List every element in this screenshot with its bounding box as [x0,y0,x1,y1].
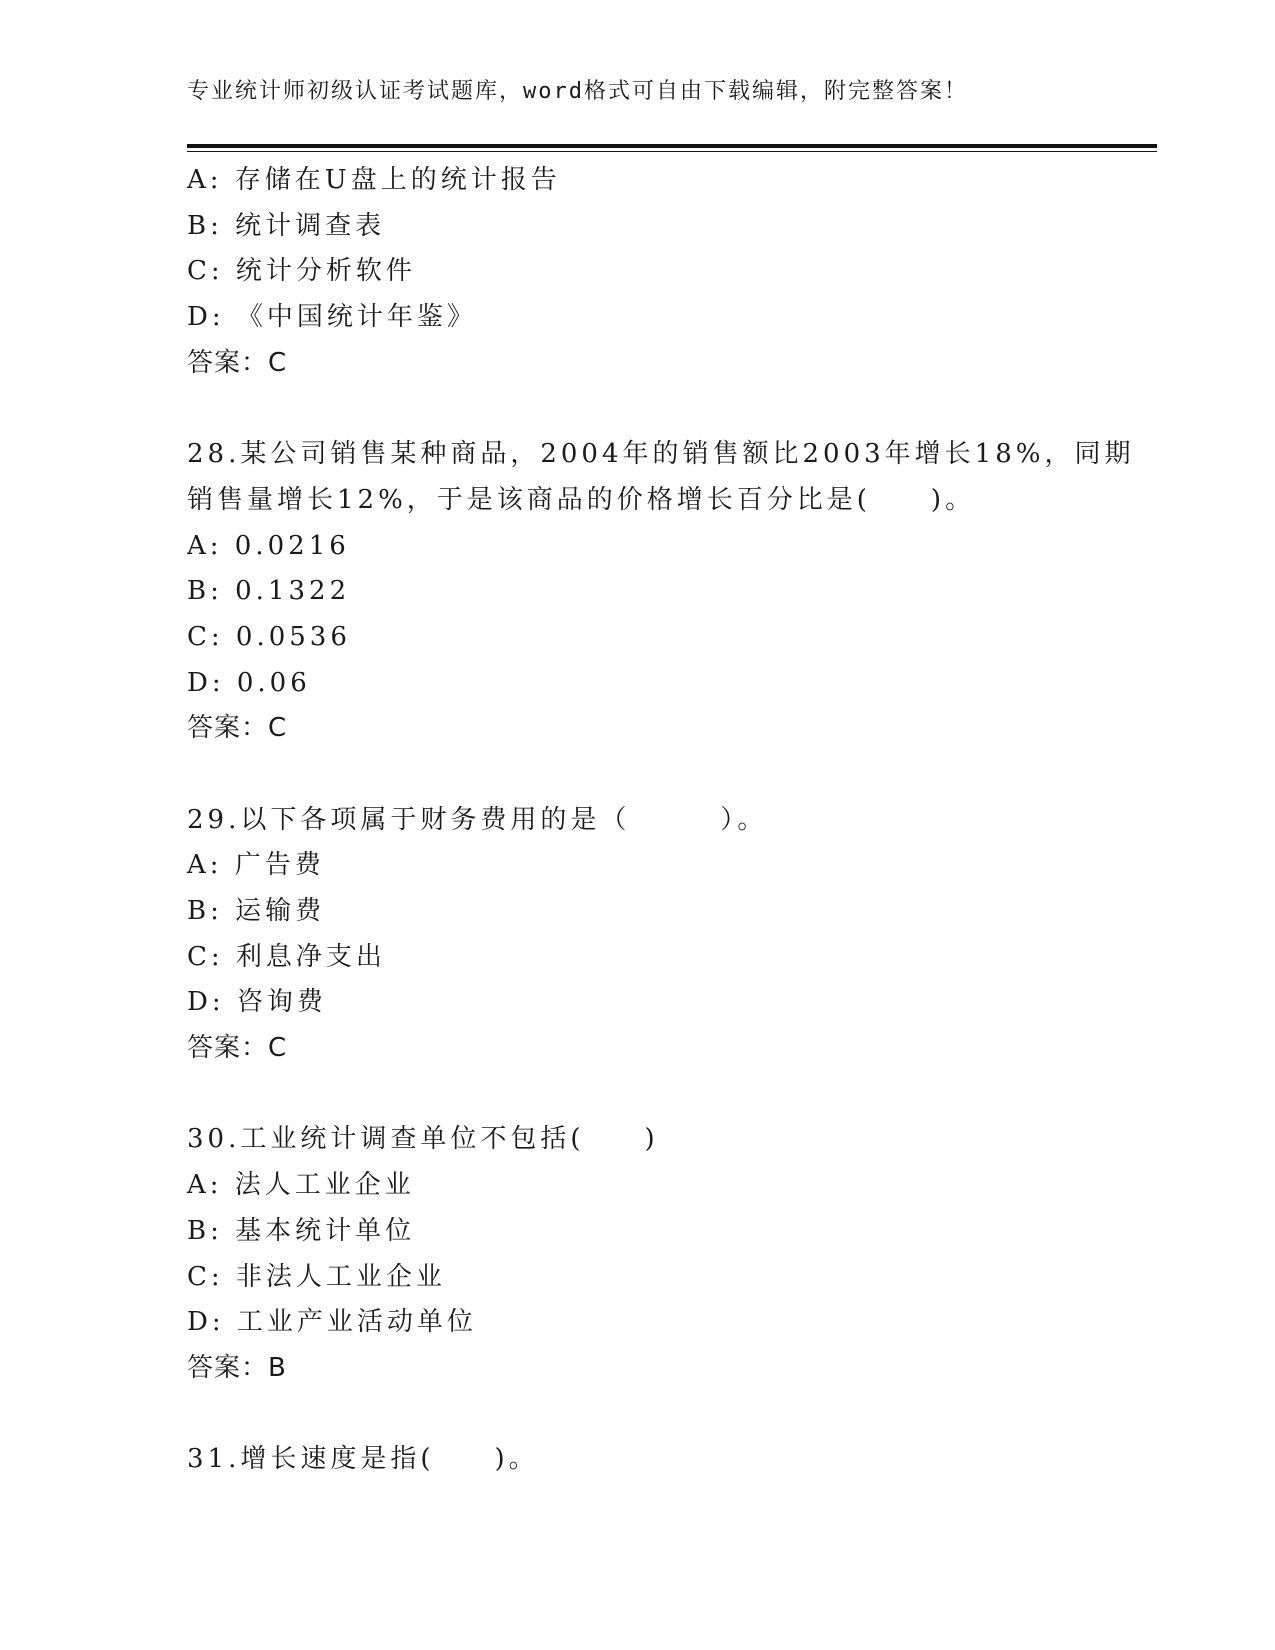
option-d: D: 《中国统计年鉴》 [187,302,477,333]
option-c: C: 利息净支出 [187,941,386,972]
option-a: A: 法人工业企业 [187,1170,415,1201]
option-b: B: 运输费 [187,896,326,926]
option-d: D: 0.06 [187,667,311,698]
spacer [187,752,1087,798]
option-d: D: 咨询费 [187,987,327,1018]
header-rule-thin [187,151,1157,152]
option-c: C: 非法人工业企业 [187,1261,446,1292]
option-b: B: 统计调查表 [187,210,386,241]
option-a: A: 0.0216 [187,530,350,561]
header-rule-thick [187,144,1157,148]
option-b: B: 0.1322 [187,576,351,607]
question-text-line-1: 28.某公司销售某种商品，2004年的销售额比2003年增长18%，同期 [187,439,1135,470]
option-a: A: 存储在U盘上的统计报告 [187,165,561,195]
question-31 [187,1437,1087,1483]
question-30 [187,1117,1087,1391]
spacer [187,1072,1087,1118]
question-text: 29.以下各项属于财务费用的是（ ）。 [187,804,768,835]
answer: 答案：C [187,1033,288,1064]
question-text: 31.增长速度是指( )。 [187,1444,539,1475]
option-d: D: 工业产业活动单位 [187,1307,477,1338]
question-28 [187,432,1135,752]
spacer [187,1392,1087,1438]
question-text: 30.工业统计调查单位不包括( ) [187,1124,659,1155]
option-c: C: 统计分析软件 [187,256,416,287]
question-29 [187,798,1087,1072]
question-content [187,158,1135,1483]
answer: 答案：C [187,713,288,744]
option-a: A: 广告费 [187,850,325,881]
question-27 [187,158,1087,386]
option-c: C: 0.0536 [187,621,351,652]
question-text-line-2: 销售量增长12%，于是该商品的价格增长百分比是( )。 [187,484,976,515]
spacer [187,386,1087,432]
page-header: 专业统计师初级认证考试题库，word格式可自由下载编辑，附完整答案！ [187,79,968,104]
option-b: B: 基本统计单位 [187,1215,416,1246]
answer: 答案：C [187,347,288,378]
answer: 答案：B [187,1352,287,1383]
